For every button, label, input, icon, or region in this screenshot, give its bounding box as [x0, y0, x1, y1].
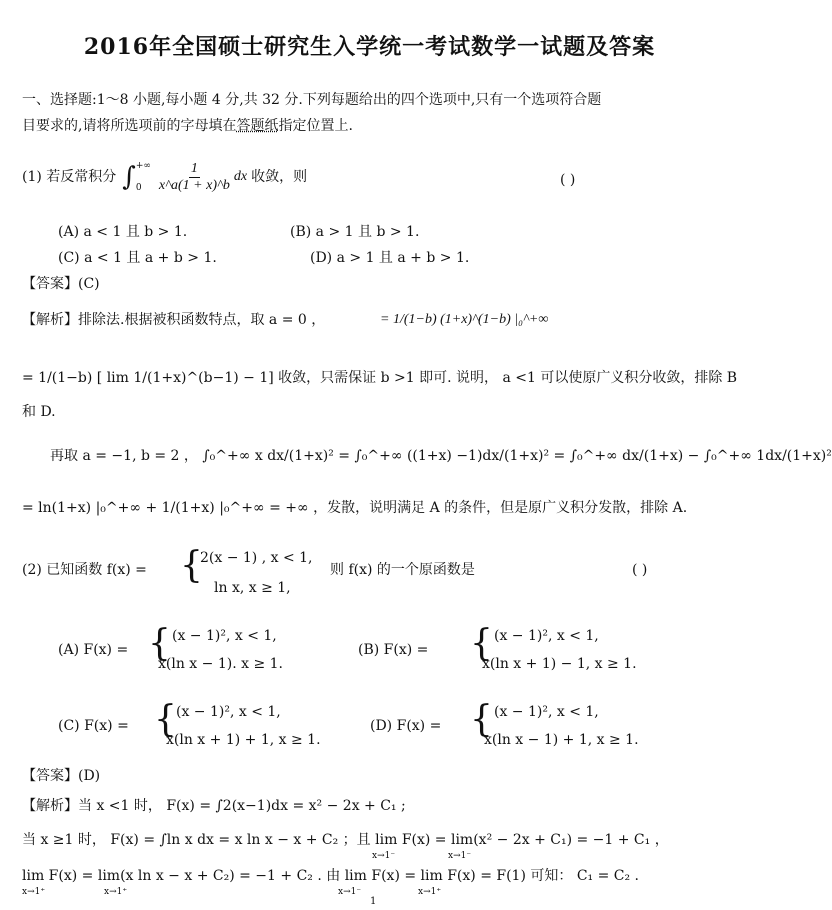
q2-analysis-line2: 当 x ≥1 时， F(x) = ∫ln x dx = x ln x − x + C₂ ；且 lim F(x) = lim(x² − 2x + C₁) = −1 + C₁ ， — [22, 832, 669, 848]
q1-stem-post: 收敛，则 — [251, 169, 308, 185]
q2-option-b-label: (B) F(x) = — [358, 642, 429, 658]
page-mark: 1 — [370, 896, 377, 907]
q2-analysis-line3-limit4: x→1⁺ — [418, 887, 442, 897]
q2-option-c-case2: x(ln x + 1) + 1, x ≥ 1. — [166, 732, 321, 748]
q2-option-d-brace: { — [470, 699, 493, 740]
q2-option-c-case1: (x − 1)², x < 1, — [176, 704, 281, 720]
q2-option-d-case2: x(ln x − 1) + 1, x ≥ 1. — [484, 732, 639, 748]
q2-option-b-case2: x(ln x + 1) − 1, x ≥ 1. — [482, 656, 637, 672]
q2-analysis-line2-limit2: x→1⁻ — [448, 851, 472, 861]
q1-answer-paren: ( ) — [560, 172, 576, 188]
q2-option-b-brace: { — [470, 623, 493, 664]
instructions-line2-pre: 目要求的,请将所选项前的字母填在 — [22, 118, 237, 134]
q2-answer-paren: ( ) — [632, 562, 648, 578]
q2-brace: { — [180, 545, 203, 586]
q2-analysis-line3: lim F(x) = lim(x ln x − x + C₂) = −1 + C₂ . 由 lim F(x) = lim F(x) = F(1) 可知： C₁ = C₂ . — [22, 868, 640, 884]
q2-analysis-line3-limit1: x→1⁺ — [22, 887, 46, 897]
q1-int-lower: 0 — [135, 183, 142, 193]
q1-integrand-den: x^a(1 + x)^b — [158, 177, 230, 193]
q2-analysis-line3-limit2: x→1⁺ — [104, 887, 128, 897]
q1-analysis-line2: = 1/(1−b) [ lim 1/(1+x)^(b−1) − 1] 收敛，只需保证 b >1 即可. 说明， a <1 可以使原广义积分收敛，排除 B — [22, 370, 738, 386]
q1-option-a: (A) a < 1 且 b > 1. — [58, 224, 188, 240]
q2-option-a-case2: x(ln x − 1). x ≥ 1. — [158, 656, 283, 672]
q2-option-b-case1: (x − 1)², x < 1, — [494, 628, 599, 644]
q1-answer: 【答案】(C) — [22, 276, 100, 292]
instructions-line1: 一、选择题:1～8 小题,每小题 4 分,共 32 分.下列每题给出的四个选项中,只有一个选项符合题 — [22, 92, 602, 108]
q2-analysis-line2-limit1: x→1⁻ — [372, 851, 396, 861]
q2-analysis-line3-limit3: x→1⁻ — [338, 887, 362, 897]
q2-case1: 2(x − 1) , x < 1, — [200, 550, 313, 566]
q2-option-a-case1: (x − 1)², x < 1, — [172, 628, 277, 644]
q2-option-c-label: (C) F(x) = — [58, 718, 129, 734]
q1-analysis-eq: = 1/(1−b) (1+x)^(1−b) |₀^+∞ — [380, 312, 549, 327]
q1-option-c: (C) a < 1 且 a + b > 1. — [58, 250, 217, 266]
q2-case2: ln x, x ≥ 1, — [214, 580, 291, 596]
instructions-emphasis: 答题纸 — [236, 118, 279, 134]
q2-stem-post: 则 f(x) 的一个原函数是 — [330, 562, 475, 578]
q1-int-upper: +∞ — [135, 161, 151, 171]
q1-analysis-line4: 再取 a = −1, b = 2 ， ∫₀^+∞ x dx/(1+x)² = ∫₀^+∞ ((1+x) −1)dx/(1+x)² = ∫₀^+∞ dx/(1+x) − ∫₀^+∞ 1dx/(1+x)² — [50, 448, 832, 464]
q1-analysis-line5: = ln(1+x) |₀^+∞ + 1/(1+x) |₀^+∞ = +∞ ，发散，说明满足 A 的条件，但是原广义积分发散，排除 A. — [22, 500, 688, 516]
q1-stem — [22, 160, 307, 194]
q2-analysis-line1: 【解析】当 x <1 时， F(x) = ∫2(x−1)dx = x² − 2x + C₁ ; — [22, 798, 406, 814]
q1-dx: dx — [233, 169, 248, 184]
q2-option-c-brace: { — [154, 699, 177, 740]
q2-option-a-label: (A) F(x) = — [58, 642, 129, 658]
instructions-line2 — [22, 116, 353, 136]
q2-answer: 【答案】(D) — [22, 768, 101, 784]
q2-stem-pre: (2) 已知函数 f(x) = — [22, 562, 147, 578]
q1-option-d: (D) a > 1 且 a + b > 1. — [310, 250, 470, 266]
q1-analysis-line3: 和 D. — [22, 404, 56, 420]
q1-integrand-num: 1 — [190, 160, 198, 176]
q1-stem-pre: (1) 若反常积分 — [22, 169, 117, 185]
integral-sign: ∫ — [122, 162, 136, 192]
page-title: 2016年全国硕士研究生入学统一考试数学一试题及答案 — [83, 34, 656, 60]
q2-option-a-brace: { — [148, 623, 171, 664]
q1-analysis-pre: 【解析】排除法.根据被积函数特点，取 a = 0 ， — [22, 312, 326, 328]
q2-option-d-label: (D) F(x) = — [370, 718, 442, 734]
q2-option-d-case1: (x − 1)², x < 1, — [494, 704, 599, 720]
q1-option-b: (B) a > 1 且 b > 1. — [290, 224, 420, 240]
instructions-line2-post: 指定位置上. — [278, 118, 353, 134]
